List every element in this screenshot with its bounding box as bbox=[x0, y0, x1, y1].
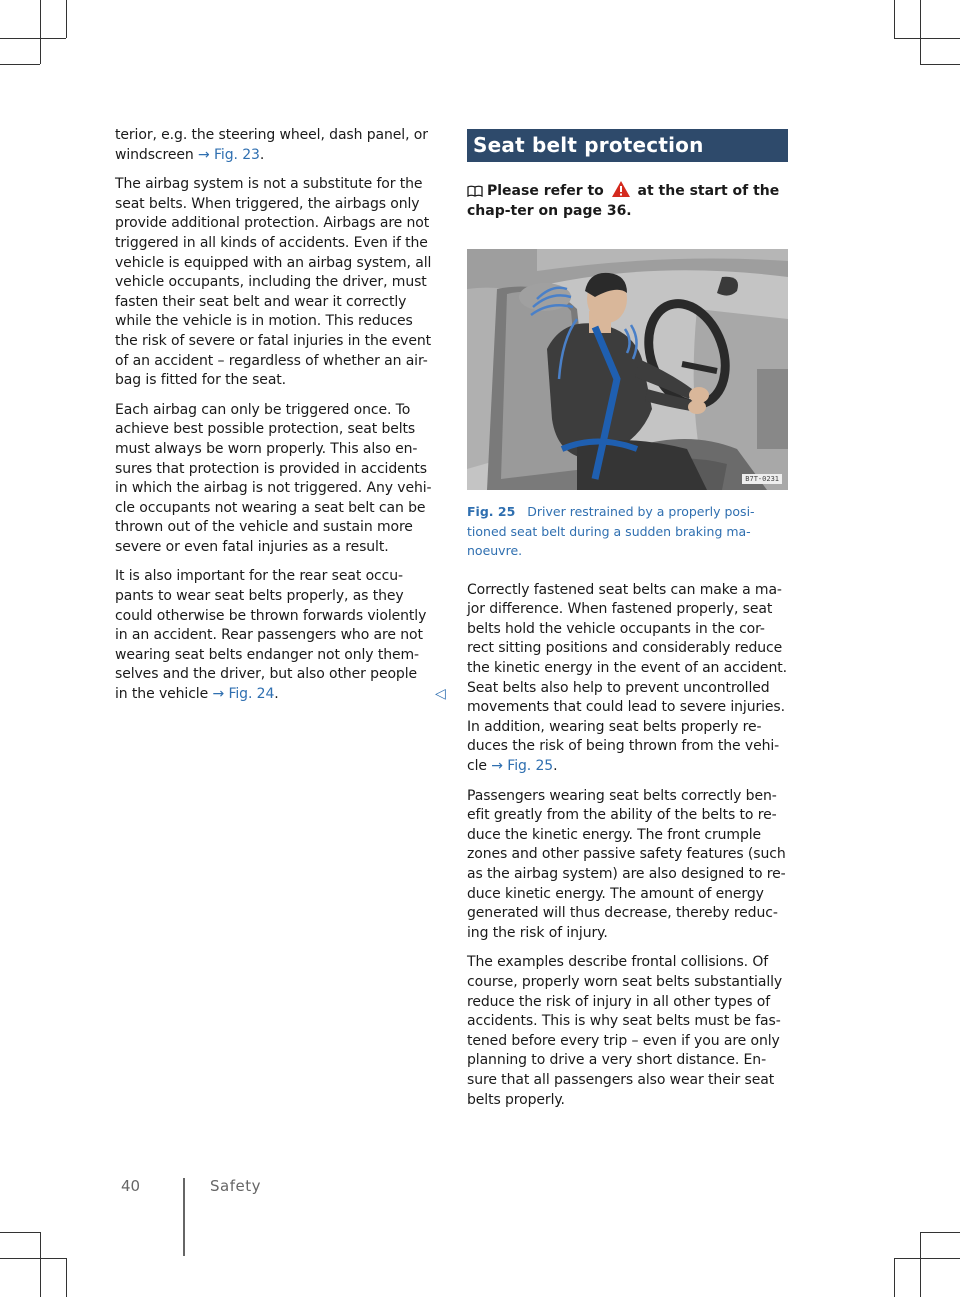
paragraph bbox=[115, 126, 433, 165]
figure-label: Fig. 25 bbox=[467, 504, 516, 520]
crop-mark bbox=[920, 1232, 921, 1297]
crop-mark bbox=[0, 1258, 66, 1259]
footer-divider bbox=[183, 1178, 185, 1256]
refer-text: Please refer to bbox=[487, 183, 604, 199]
right-column bbox=[467, 129, 788, 1120]
arrow-right-icon: → bbox=[491, 758, 503, 775]
paragraph-text: terior, e.g. the steering wheel, dash panel, or windscreen bbox=[115, 127, 428, 163]
figure-id-tag: B7T-0231 bbox=[742, 474, 782, 484]
crop-mark bbox=[894, 1258, 895, 1297]
paragraph bbox=[115, 567, 433, 704]
crop-mark bbox=[894, 0, 895, 38]
left-column bbox=[115, 126, 433, 715]
paragraph-text: . bbox=[259, 146, 265, 163]
crop-mark bbox=[66, 0, 67, 38]
arrow-right-icon: → bbox=[212, 686, 225, 703]
warning-icon bbox=[611, 180, 631, 198]
section-heading: Seat belt protection bbox=[467, 129, 788, 162]
figure-caption bbox=[467, 502, 788, 561]
refer-text: at the start of the chap-ter on page 36. bbox=[467, 183, 780, 219]
crop-mark bbox=[920, 64, 960, 65]
figure-link-24[interactable]: Fig. 24 bbox=[228, 686, 275, 703]
paragraph bbox=[467, 581, 788, 777]
footer-section: Safety bbox=[210, 1177, 261, 1195]
paragraph: Each airbag can only be triggered once. To achieve best possible protection, seat belts must always be worn properly. This also en-sures that protection is provided in accidents in which the airbag is not triggered. Any vehi-cle occupants not wearing a seat belt can be thrown out of the vehicle and sustain more severe or even fatal injuries as a result. bbox=[115, 401, 432, 555]
crop-mark bbox=[920, 0, 921, 64]
figure-link-25[interactable]: Fig. 25 bbox=[507, 758, 554, 775]
paragraph: The airbag system is not a substitute for the seat belts. When triggered, the airbags only provide additional protection. Airbags are not triggered in all kinds of accidents. Even if the vehicle is equipped with an airbag system, all vehicle occupants, including the driver, must fasten their seat belt and wear it correctly while the vehicle is in motion. This reduces the risk of severe or fatal injuries in the event of an accident – regardless of whether an air-bag is fitted for the seat. bbox=[115, 176, 432, 389]
paragraph: Passengers wearing seat belts correctly ben-efit greatly from the ability of the belts to re-duce the kinetic energy. The front crumple zones and other passive safety features (such as the airbag system) are also designed to re-duce kinetic energy. The amount of energy generated will thus decrease, thereby reduc-ing the risk of injury. bbox=[467, 787, 786, 941]
end-triangle-icon: ◁ bbox=[435, 686, 446, 702]
paragraph-text: Correctly fastened seat belts can make a ma-jor difference. When fastened properly, seat belts hold the vehicle occupants in the cor-rect sitting positions and considerably reduce the kinetic energy in the event of an accident. Seat belts also help to prevent uncontrolled movements that could lead to severe injuries. In addition, wearing seat belts properly re-duces the risk of being thrown from the vehi-cle bbox=[467, 581, 787, 775]
page-number: 40 bbox=[121, 1177, 141, 1195]
crop-mark bbox=[0, 1232, 40, 1233]
crop-mark bbox=[894, 1258, 960, 1259]
crop-mark bbox=[894, 38, 960, 39]
figure-link-23[interactable]: Fig. 23 bbox=[214, 146, 260, 163]
caption-text: Driver restrained by a properly posi-tioned seat belt during a sudden braking ma-noeuvre. bbox=[467, 504, 755, 559]
crop-mark bbox=[920, 1232, 960, 1233]
paragraph-text: . bbox=[553, 758, 558, 775]
crop-mark bbox=[0, 38, 66, 39]
paragraph-text: It is also important for the rear seat occu-pants to wear seat belts properly, as they could otherwise be thrown forwards violently in an accident. Rear passengers who are not wearing seat belts endanger not only them-selves and the driver, but also other people in the vehicle bbox=[115, 568, 427, 703]
driver-illustration bbox=[467, 249, 788, 490]
crop-mark bbox=[66, 1258, 67, 1297]
refer-note bbox=[467, 180, 788, 221]
arrow-right-icon: → bbox=[198, 146, 210, 163]
crop-mark bbox=[0, 64, 40, 65]
crop-mark bbox=[40, 0, 41, 64]
crop-mark bbox=[40, 1232, 41, 1297]
book-icon bbox=[467, 185, 483, 197]
paragraph: The examples describe frontal collisions. Of course, properly worn seat belts substantially reduce the risk of injury in all other types of accidents. This is why seat belts must be fas-tened before every trip – even if you are only planning to drive a very short distance. En-sure that all passengers also wear their seat belts properly. bbox=[467, 954, 783, 1108]
figure-seat-belt-image bbox=[467, 249, 788, 490]
paragraph-text: . bbox=[274, 686, 279, 703]
